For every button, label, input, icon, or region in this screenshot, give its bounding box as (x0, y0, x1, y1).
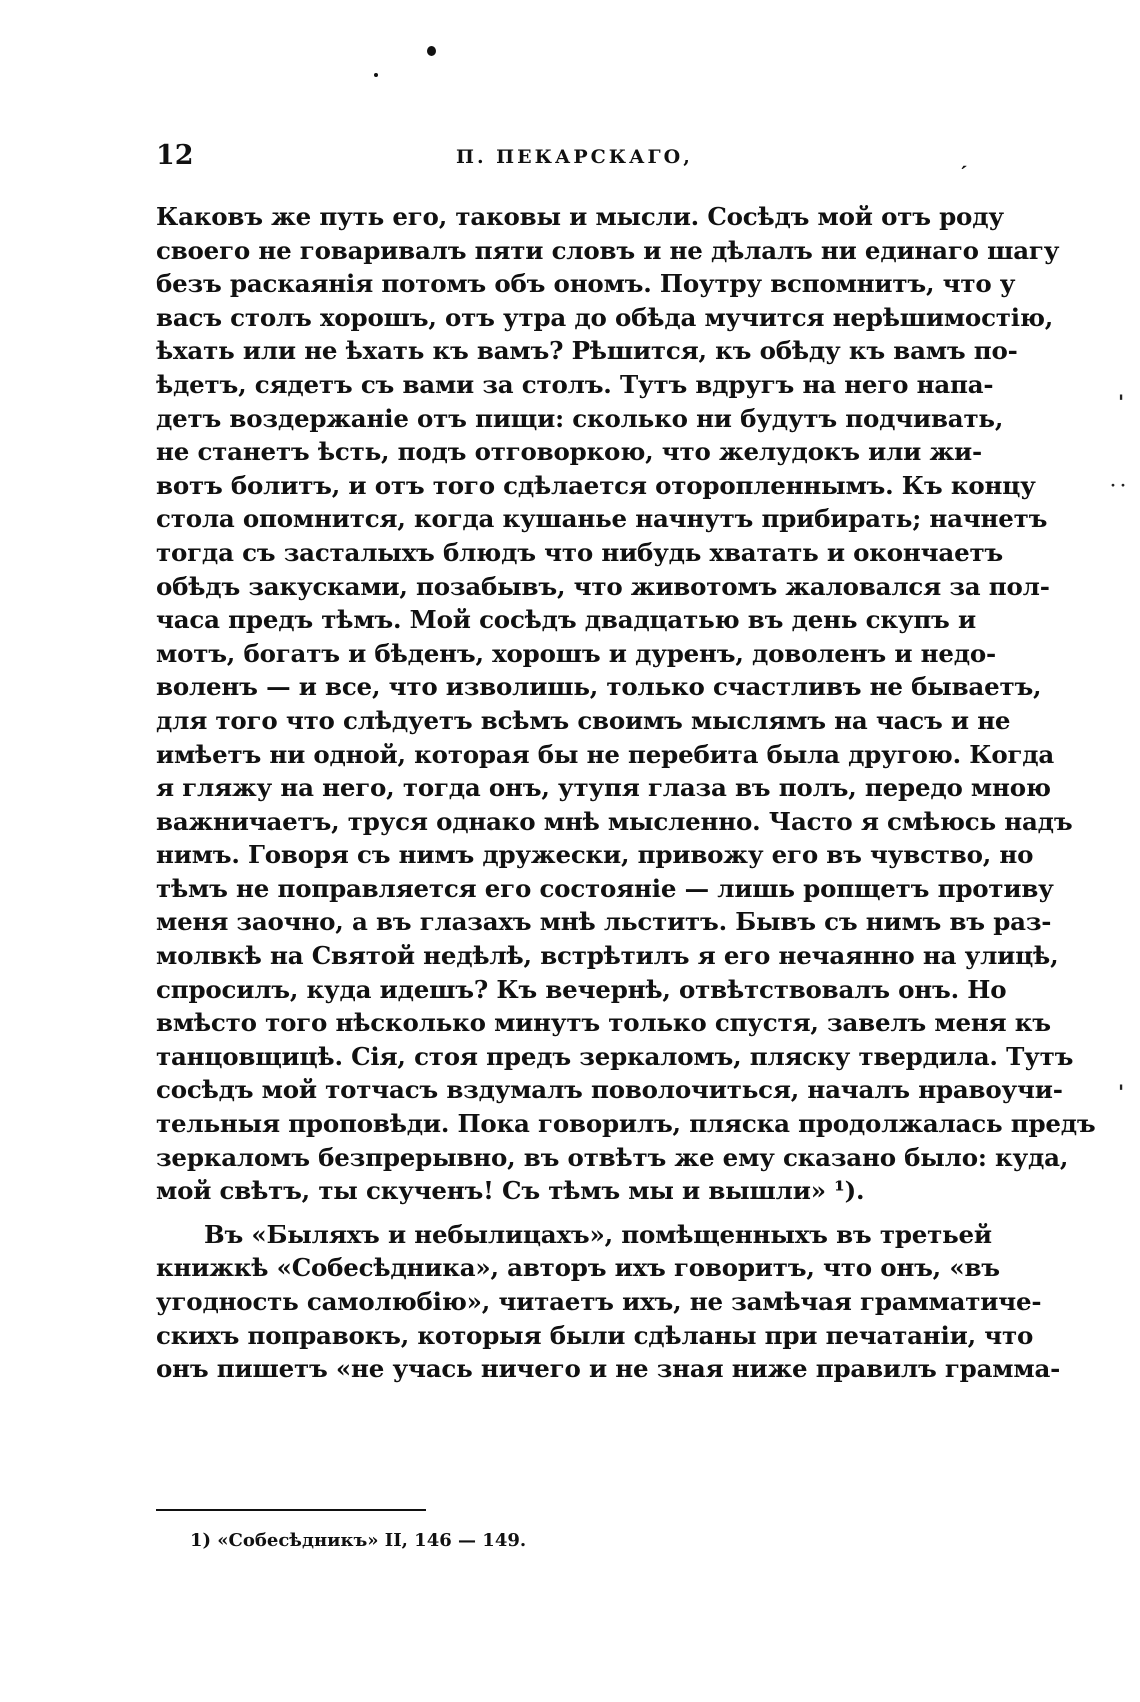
footnote-divider (156, 1509, 426, 1511)
ink-speck (374, 73, 378, 77)
text-line: часа предъ тѣмъ. Мой сосѣдъ двадцатью въ день скупъ и (156, 605, 976, 635)
paragraph-gap (156, 1208, 976, 1218)
text-line: меня заочно, а въ глазахъ мнѣ льститъ. Бывъ съ нимъ въ раз- (156, 907, 1052, 937)
text-line: мотъ, богатъ и бѣденъ, хорошъ и дуренъ, доволенъ и недо- (156, 638, 997, 668)
text-line: обѣдъ закусками, позабывъ, что животомъ жаловался за пол- (156, 571, 1050, 601)
footnote: 1) «Собесѣдникъ» II, 146 — 149. (190, 1530, 527, 1551)
text-line: скихъ поправокъ, которыя были сдѣланы при печатаніи, что (156, 1320, 1034, 1350)
text-line: танцовщицѣ. Сія, стоя предъ зеркаломъ, пляску твердила. Тутъ (156, 1041, 1074, 1071)
text-line: спросилъ, куда идешъ? Къ вечернѣ, отвѣтствовалъ онъ. Но (156, 974, 1007, 1004)
margin-mark: ' (1118, 1080, 1125, 1104)
text-line: детъ воздержаніе отъ пищи: сколько ни будутъ подчивать, (156, 403, 1004, 433)
text-line: безъ раскаянія потомъ объ ономъ. Поутру вспомнитъ, что у (156, 269, 1016, 299)
stray-mark: ˏ (960, 144, 968, 170)
text-line: зеркаломъ безпрерывно, въ отвѣтъ же ему сказано было: куда, (156, 1142, 1069, 1172)
text-line: молвкѣ на Святой недѣлѣ, встрѣтилъ я его нечаянно на улицѣ, (156, 941, 1059, 971)
text-line: сосѣдъ мой тотчасъ вздумалъ поволочиться, началъ нравоучи- (156, 1075, 1063, 1105)
text-line: нимъ. Говоря съ нимъ дружески, привожу его въ чувство, но (156, 840, 1034, 870)
page-number: 12 (156, 140, 194, 171)
page-header (156, 140, 976, 180)
body-text (156, 200, 1096, 1386)
text-line: мой свѣтъ, ты скученъ! Съ тѣмъ мы и вышли» ¹). (156, 1176, 865, 1206)
text-line: ѣдетъ, сядетъ съ вами за столъ. Тутъ вдругъ на него напа- (156, 369, 994, 399)
text-line: вмѣсто того нѣсколько минутъ только спустя, завелъ меня къ (156, 1008, 1051, 1038)
ink-speck (427, 46, 436, 56)
paragraph-2 (156, 1218, 1061, 1386)
text-line: для того что слѣдуетъ всѣмъ своимъ мыслямъ на часъ и не (156, 705, 1011, 735)
text-line: Каковъ же путь его, таковы и мысли. Сосѣдъ мой отъ роду (156, 202, 1004, 231)
text-line: важничаетъ, труся однако мнѣ мысленно. Часто я смѣюсь надъ (156, 806, 1073, 836)
text-line: ѣхать или не ѣхать къ вамъ? Рѣшится, къ обѣду къ вамъ по- (156, 336, 1018, 366)
margin-mark: ' (1118, 390, 1125, 414)
text-line: имѣетъ ни одной, которая бы не перебита была другою. Когда (156, 739, 1055, 769)
paragraph-1 (156, 200, 1096, 1208)
text-line: я гляжу на него, тогда онъ, утупя глаза въ полъ, передо мною (156, 773, 1051, 803)
margin-mark: ˙˙ (1108, 480, 1128, 504)
text-line: тогда съ засталыхъ блюдъ что нибудь хватать и окончаетъ (156, 537, 1004, 567)
text-line: тѣмъ не поправляется его состояніе — лишь ропщетъ противу (156, 873, 1054, 903)
text-line: не станетъ ѣсть, подъ отговоркою, что желудокъ или жи- (156, 437, 982, 467)
text-line: угодность самолюбію», читаетъ ихъ, не замѣчая грамматиче- (156, 1287, 1042, 1316)
text-line: тельныя проповѣди. Пока говорилъ, пляска продолжалась предъ (156, 1109, 1096, 1139)
text-line: вотъ болитъ, и отъ того сдѣлается оторопленнымъ. Къ концу (156, 470, 1036, 500)
text-line: онъ пишетъ «не учась ничего и не зная ниже правилъ грамма- (156, 1354, 1061, 1384)
text-line: книжкѣ «Собесѣдника», авторъ ихъ говоритъ, что онъ, «въ (156, 1253, 1000, 1283)
text-line: стола опомнится, когда кушанье начнутъ прибирать; начнетъ (156, 504, 1048, 534)
text-line: воленъ — и все, что изволишь, только счастливъ не бываетъ, (156, 672, 1042, 702)
running-head: П. ПЕКАРСКАГО, (456, 146, 693, 168)
text-line: своего не говаривалъ пяти словъ и не дѣлалъ ни единаго шагу (156, 235, 1060, 265)
text-line: васъ столъ хорошъ, отъ утра до обѣда мучится нерѣшимостію, (156, 302, 1054, 332)
text-line: Въ «Быляхъ и небылицахъ», помѣщенныхъ въ третьей (204, 1219, 992, 1249)
